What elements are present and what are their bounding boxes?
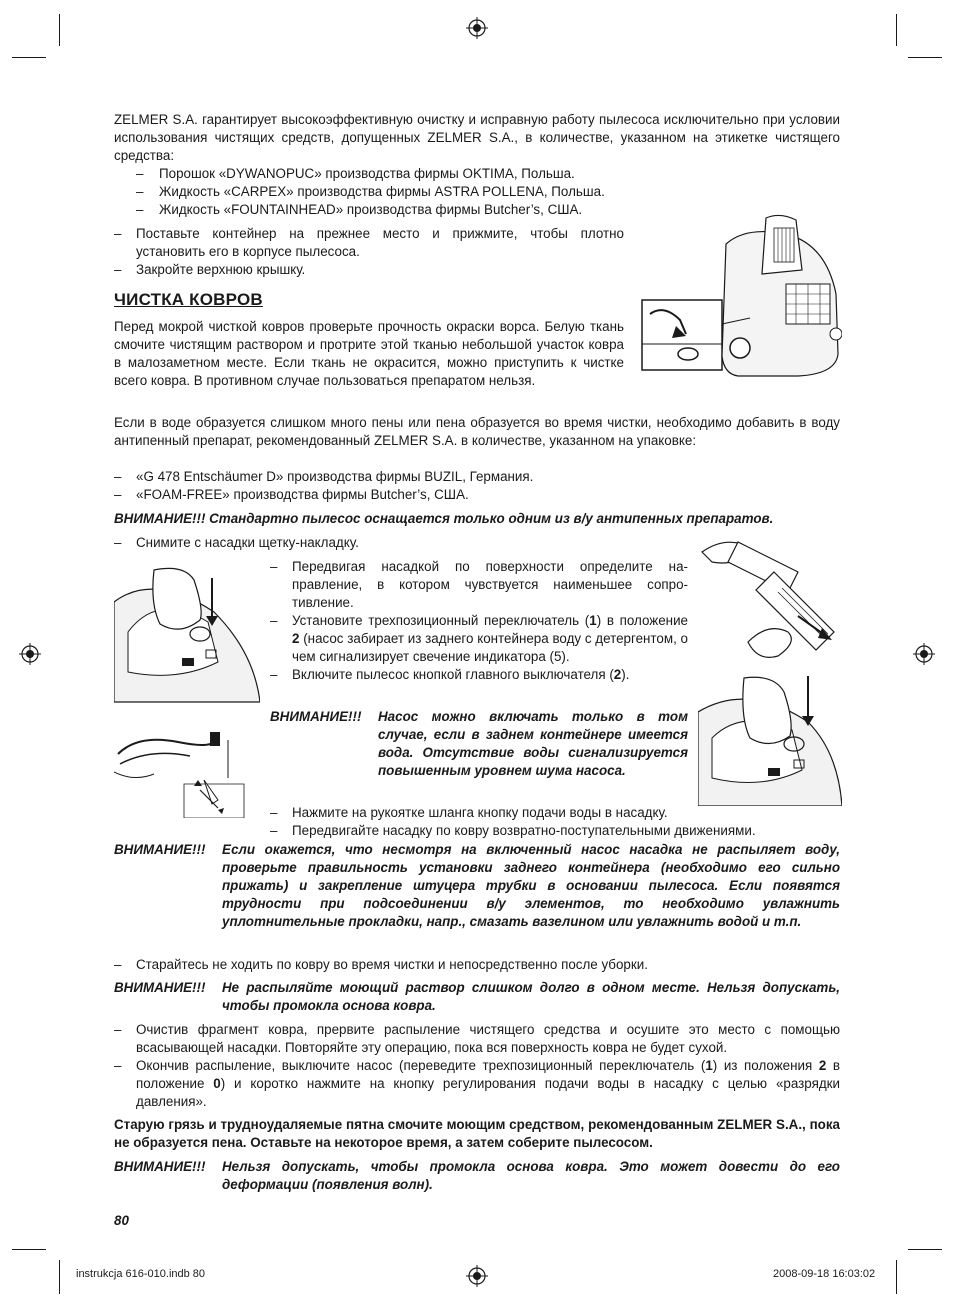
product-list xyxy=(136,165,836,219)
warning-pump-water: Насос можно включать только в том случае, если в заднем контейнере имеется вода. Отсутствие воды сигнализируется повышенным уровнем шума насоса. xyxy=(378,709,688,778)
stains-paragraph: Старую грязь и трудноудаляемые пятна смочите моющим средством, рекомендованным ZELMER S.A., пока не образуется пена. Оставьте на некоторое время, а затем соберите пылесосом. xyxy=(114,1117,840,1150)
crop-mark xyxy=(908,1249,942,1250)
footer-file: instrukcja 616-010.indb 80 xyxy=(76,1268,206,1280)
colorfastness-paragraph: Перед мокрой чисткой ковров проверьте прочность окраски ворса. Белую ткань смочите чистящим раствором и протрите этой тканью небольшой участок ковра в малозаметном месте. Если ткань не окрасится, можно приступить к чистке всего ковра. В противном случае пользоваться препаратом нельзя. xyxy=(114,319,624,388)
section-heading: ЧИСТКА КОВРОВ xyxy=(114,290,263,309)
list-item: – Жидкость «FOUNTAINHEAD» производства фирмы Butcher’s, США. xyxy=(136,202,583,217)
pump-steps xyxy=(270,558,688,684)
remove-brush-step: – Снимите с насадки щетку-накладку. xyxy=(114,535,359,550)
warning-carpet-base: Нельзя допускать, чтобы промокла основа ковра. Это может довести до его деформации (появления волн). xyxy=(222,1159,840,1192)
warning-dont-overspray: Не распыляйте моющий раствор слишком долго в одном месте. Нельзя допускать, чтобы промокла основа ковра. xyxy=(222,980,840,1013)
list-item: – Передвигайте насадку по ковру возвратно-поступательными движениями. xyxy=(270,823,756,838)
antifoam-list xyxy=(114,468,840,504)
warning-antifoam: ВНИМАНИЕ!!! Стандартно пылесос оснащается только одним из в/у антипенных препаратов. xyxy=(114,511,774,526)
warning-label: ВНИМАНИЕ!!! xyxy=(114,1159,206,1174)
water-button-hand-illustration xyxy=(698,672,842,806)
intro-paragraph: ZELMER S.A. гарантирует высокоэффективную очистку и исправную работу пылесоса исключительно при условии использования чистящих средств, допущенных ZELMER S.A., в количестве, указанном на этикетке чистящего средства: xyxy=(114,112,840,163)
list-item: – Окончив распыление, выключите насос (переведите трехпозиционный переключатель (1) из положения 2 в положение 0) и коротко нажмите на кнопку регулирования подачи воды в насадку с целью «разрядки давления». xyxy=(114,1058,840,1109)
list-item: – Нажмите на рукоятке шланга кнопку подачи воды в насадку. xyxy=(270,805,668,820)
warning-no-spray: Если окажется, что несмотря на включенный насос насадка не распыляет воду, проверьте правильность установки заднего контейнера (необходимо его сильно прижать) и закрепление штуцера трубки в основании пылесоса. Если появятся трудности при подсоединении в/у элементов, то необходимо увлажнить уплотнительные прокладки, напр., смазать вазелином или увлажнить водой и т.п. xyxy=(222,842,840,929)
crop-mark xyxy=(59,14,60,46)
list-item: – «G 478 Entschäumer D» производства фирмы BUZIL, Германия. xyxy=(114,469,534,484)
crop-mark xyxy=(12,57,46,58)
list-item: – «FOAM-FREE» производства фирмы Butcher’s, США. xyxy=(114,487,469,502)
list-item: – Передвигая насадкой по поверхности определите направление, в котором чувствуется наименьшее сопротивление. xyxy=(270,559,688,610)
list-item: – Очистив фрагмент ковра, прервите распыление чистящего средства и осушите это место с помощью всасывающей насадки. Повторяйте эту операцию, пока вся поверхность ковра не будет сухой. xyxy=(114,1022,840,1055)
page-number: 80 xyxy=(114,1213,129,1228)
list-item: – Установите трехпозиционный переключатель (1) в положение 2 (насос забирает из заднего контейнера воду с детергентом, о чем сигнализирует свечение индикатора (5). xyxy=(270,613,688,664)
registration-mark-icon xyxy=(466,1265,488,1287)
warning-label: ВНИМАНИЕ!!! xyxy=(270,709,362,724)
nozzle-on-carpet-illustration xyxy=(698,532,842,662)
registration-mark-icon xyxy=(913,643,935,665)
warning-label: ВНИМАНИЕ!!! xyxy=(114,980,206,995)
vacuum-container-illustration xyxy=(640,214,842,380)
footer-date: 2008-09-18 16:03:02 xyxy=(773,1268,876,1280)
foam-paragraph: Если в воде образуется слишком много пены или пена образуется во время чистки, необходимо добавить в воду антипенный препарат, рекомендованный ZELMER S.A. в количестве, указанном на упаковке: xyxy=(114,415,840,448)
hose-nozzle-illustration xyxy=(114,714,246,818)
registration-mark-icon xyxy=(466,17,488,39)
crop-mark xyxy=(896,14,897,46)
final-steps xyxy=(114,1021,840,1111)
list-item: – Поставьте контейнер на прежнее место и прижмите, чтобы плотно установить его в корпусе пылесоса. xyxy=(114,226,624,259)
crop-mark xyxy=(908,57,942,58)
list-item: – Закройте верхнюю крышку. xyxy=(114,262,306,277)
list-item: – Жидкость «CARPEX» производства фирмы ASTRA POLLENA, Польша. xyxy=(136,184,605,199)
registration-mark-icon xyxy=(19,643,41,665)
crop-mark xyxy=(896,1260,897,1294)
warning-label: ВНИМАНИЕ!!! xyxy=(114,842,206,857)
list-item: – Включите пылесос кнопкой главного выключателя (2). xyxy=(270,667,630,682)
crop-mark xyxy=(12,1249,46,1250)
switch-hand-illustration xyxy=(114,562,260,706)
dont-walk-step: – Старайтесь не ходить по ковру во время чистки и непосредственно после уборки. xyxy=(114,957,648,972)
crop-mark xyxy=(59,1260,60,1294)
list-item: – Порошок «DYWANOPUC» производства фирмы OKTIMA, Польша. xyxy=(136,166,575,181)
container-steps xyxy=(114,225,624,279)
water-steps xyxy=(270,804,850,840)
